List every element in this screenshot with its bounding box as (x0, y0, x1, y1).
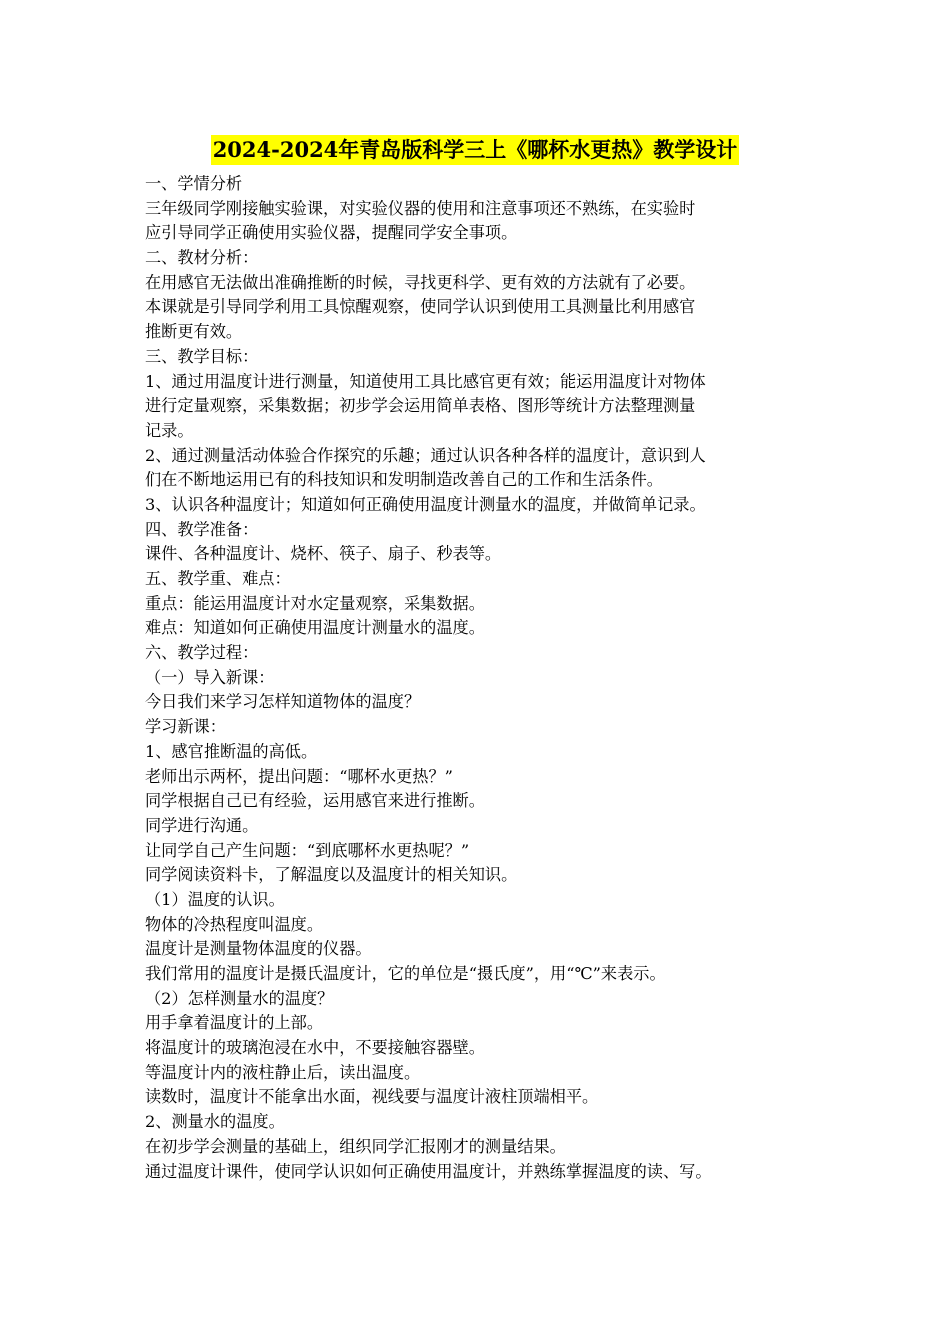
text-line: 课件、各种温度计、烧杯、筷子、扇子、秒表等。 (145, 544, 502, 564)
text-line: 难点：知道如何正确使用温度计测量水的温度。 (145, 618, 485, 638)
title-container (0, 135, 950, 165)
text-line: 应引导同学正确使用实验仪器，提醒同学安全事项。 (145, 223, 518, 243)
text-line: 四、教学准备： (145, 519, 259, 539)
text-line: 三、教学目标： (145, 346, 259, 366)
text-line: 用手拿着温度计的上部。 (145, 1013, 324, 1033)
text-line: 六、教学过程： (145, 643, 259, 663)
text-line: 1、通过用温度计进行测量，知道使用工具比感官更有效；能运用温度计对物体 (145, 371, 706, 391)
text-line: 今日我们来学习怎样知道物体的温度？ (145, 692, 421, 712)
text-line: 等温度计内的液柱静止后，读出温度。 (145, 1062, 421, 1082)
text-line: 重点：能运用温度计对水定量观察，采集数据。 (145, 593, 485, 613)
text-line: 将温度计的玻璃泡浸在水中，不要接触容器壁。 (145, 1038, 485, 1058)
text-line: 同学进行沟通。 (145, 815, 259, 835)
text-line: 二、教材分析： (145, 248, 259, 268)
text-line: 物体的冷热程度叫温度。 (145, 914, 324, 934)
text-line: 在用感官无法做出准确推断的时候，寻找更科学、更有效的方法就有了必要。 (145, 272, 696, 292)
text-line: 温度计是测量物体温度的仪器。 (145, 939, 372, 959)
text-line: 在初步学会测量的基础上，组织同学汇报刚才的测量结果。 (145, 1136, 566, 1156)
text-line: （1）温度的认识。 (145, 889, 285, 909)
document-body (145, 172, 825, 1184)
text-line: 进行定量观察，采集数据；初步学会运用简单表格、图形等统计方法整理测量 (145, 396, 696, 416)
text-line: 们在不断地运用已有的科技知识和发明制造改善自己的工作和生活条件。 (145, 470, 663, 490)
text-line: （2）怎样测量水的温度？ (145, 988, 334, 1008)
text-line: 记录。 (145, 420, 194, 440)
text-line: 同学阅读资料卡，了解温度以及温度计的相关知识。 (145, 865, 518, 885)
text-line: 学习新课： (145, 717, 226, 737)
text-line: 通过温度计课件，使同学认识如何正确使用温度计，并熟练掌握温度的读、写。 (145, 1161, 712, 1181)
text-line: 读数时，温度计不能拿出水面，视线要与温度计液柱顶端相平。 (145, 1087, 599, 1107)
text-line: 老师出示两杯，提出问题：“哪杯水更热？” (145, 766, 453, 786)
text-line: 让同学自己产生问题：“到底哪杯水更热呢？” (145, 840, 470, 860)
text-line: 2、通过测量活动体验合作探究的乐趣；通过认识各种各样的温度计，意识到人 (145, 445, 706, 465)
text-line: 3、认识各种温度计；知道如何正确使用温度计测量水的温度，并做简单记录。 (145, 494, 706, 514)
text-line: 五、教学重、难点： (145, 569, 291, 588)
text-line: 推断更有效。 (145, 322, 243, 342)
text-line: 1、感官推断温的高低。 (145, 741, 318, 761)
text-line: 三年级同学刚接触实验课，对实验仪器的使用和注意事项还不熟练，在实验时 (145, 198, 696, 218)
document-title: 2024-2024年青岛版科学三上《哪杯水更热》教学设计 (211, 135, 740, 165)
text-line: 一、学情分析 (145, 174, 243, 193)
text-line: （一）导入新课： (145, 667, 275, 687)
text-line: 2、测量水的温度。 (145, 1112, 285, 1132)
text-line: 同学根据自己已有经验，运用感官来进行推断。 (145, 791, 485, 811)
text-line: 本课就是引导同学利用工具惊醒观察，使同学认识到使用工具测量比利用感官 (145, 297, 696, 317)
text-line: 我们常用的温度计是摄氏温度计，它的单位是“摄氏度”，用“℃”来表示。 (145, 964, 666, 983)
